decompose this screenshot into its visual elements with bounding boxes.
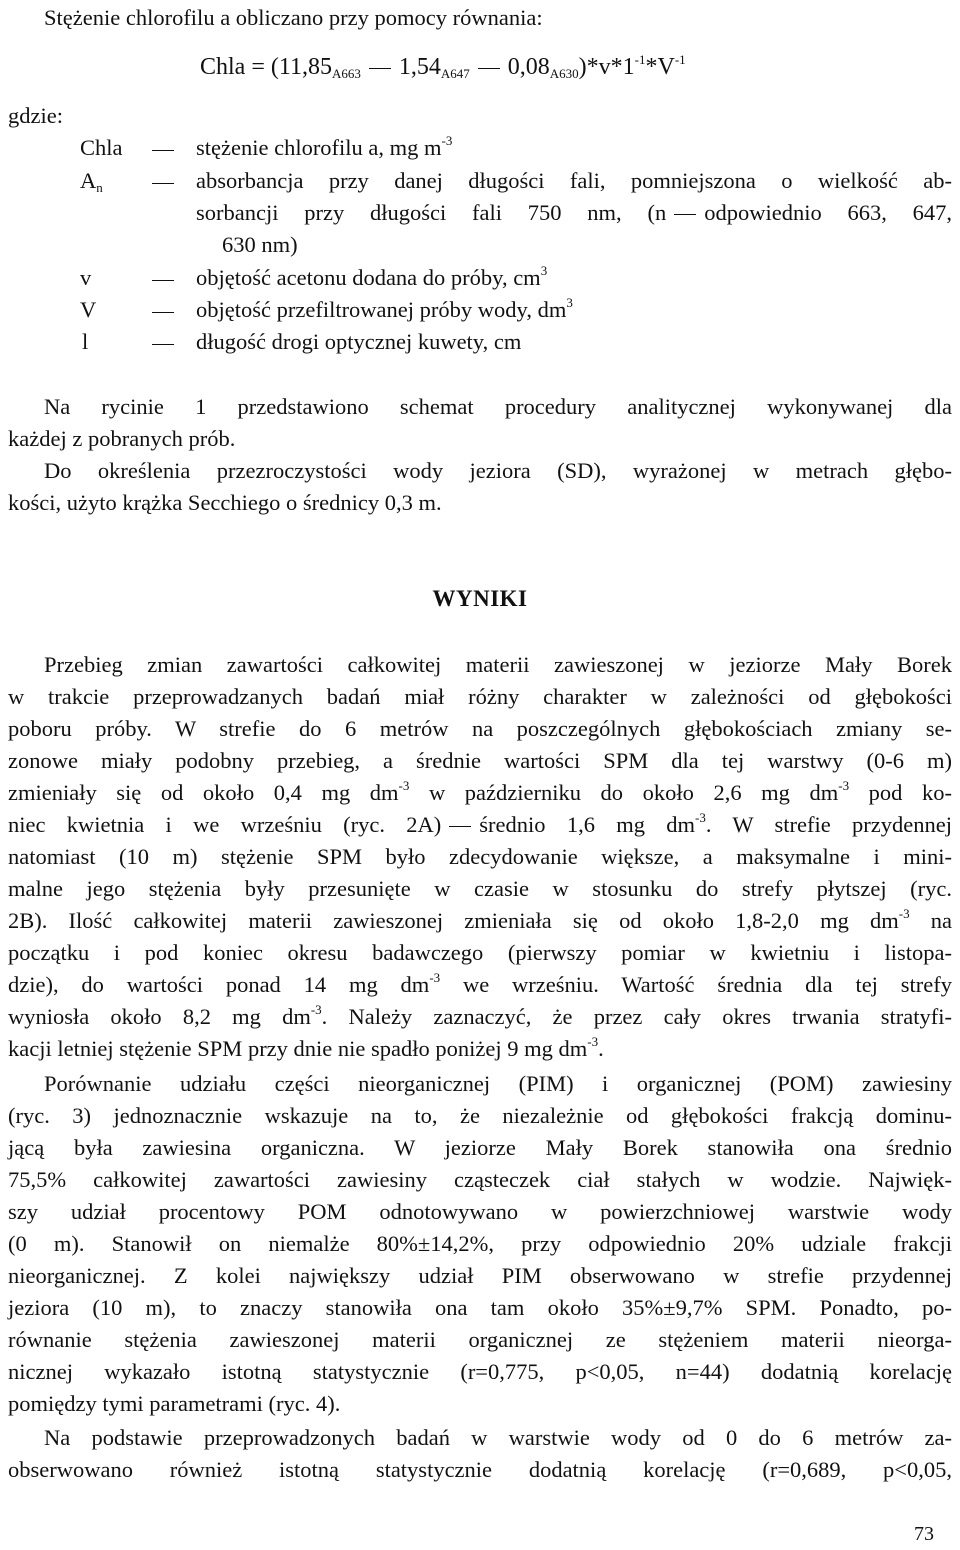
paragraph-line: dzie), do wartości ponad 14 mg $dm^{-3}$ we wrześniu. Wartość średnia dla tej strefy <box>8 970 952 997</box>
definition-dash <box>674 214 696 215</box>
definition-dash <box>152 183 174 184</box>
paragraph-line: 2B). Ilość całkowitej materii zawieszonej zmieniała się od około 1,8-2,0 mg $dm^{-3}$ na <box>8 906 952 933</box>
definition-an-line3: 630 nm) <box>222 232 298 257</box>
text-dash <box>449 826 471 827</box>
where-label: gdzie: <box>8 103 63 128</box>
chlorophyll-equation: Chla = ($11,85_{A663}$ $1,54_{A647}$ $0,08_{A630})*v*1^{-1}*V^{-1}$ <box>200 52 686 81</box>
paragraph-line: malne jego stężenia były przesunięte w czasie w stosunku do strefy płytszej (ryc. <box>8 876 952 901</box>
paragraph-line: 75,5% całkowitej zawartości zawiesiny cząsteczek ciał stałych w wodzie. Najwięk- <box>8 1167 952 1192</box>
definition-l: długość drogi optycznej kuwety, cm <box>196 329 522 354</box>
paragraph-line: Przebieg zmian zawartości całkowitej materii zawieszonej w jeziorze Mały Borek <box>44 652 952 677</box>
paragraph-line: jącą była zawiesina organiczna. W jeziorze Mały Borek stanowiła ona średnio <box>8 1135 952 1160</box>
paragraph-line: każdej z pobranych prób. <box>8 426 236 451</box>
term-v-capital: V <box>80 297 97 322</box>
paragraph-line: Na rycinie 1 przedstawiono schemat procedury analitycznej wykonywanej dla <box>44 394 952 419</box>
paragraph-line: równanie stężenia zawieszonej materii organicznej ze stężeniem materii nieorga- <box>8 1327 952 1352</box>
definition-dash <box>152 280 174 281</box>
paragraph-line: wyniosła około 8,2 mg $dm^{-3}$. Należy zaznaczyć, że przez cały okres trwania stratyfi- <box>8 1002 952 1029</box>
term-chla: Chla <box>80 135 123 160</box>
term-l: l <box>82 329 89 354</box>
paragraph-line: nicznej wykazało istotną statystycznie (r=0,775, p<0,05, n=44) dodatnią korelację <box>8 1359 952 1384</box>
paragraph-line: niec kwietnia i we wrześniu (ryc. 2A) średnio 1,6 mg $dm^{-3}$. W strefie przydennej <box>8 810 952 837</box>
definition-an-line1: absorbancja przy danej długości fali, pomniejszona o wielkość ab- <box>196 168 952 193</box>
paragraph-line: kości, użyto krążka Secchiego o średnicy 0,3 m. <box>8 490 442 515</box>
minus-sign <box>369 68 391 69</box>
paragraph-line: (ryc. 3) jednoznacznie wskazuje na to, że niezależnie od głębokości frakcją dominu- <box>8 1103 952 1128</box>
definition-dash <box>152 344 174 345</box>
definition-v-small: objętość acetonu dodana do próby, $cm^3$ <box>196 263 548 290</box>
intro-text: Stężenie chlorofilu a obliczano przy pomocy równania: <box>44 5 543 30</box>
term-v-small: v <box>80 265 92 290</box>
paragraph-line: szy udział procentowy POM odnotowywano w powierzchniowej warstwie wody <box>8 1199 952 1224</box>
definition-an-line2: sorbancji przy długości fali 750 nm, (n odpowiednio 663, 647, <box>196 200 952 225</box>
paragraph-line: Do określenia przezroczystości wody jeziora (SD), wyrażonej w metrach głębo- <box>44 458 952 483</box>
term-an: $A_n$ <box>80 168 103 195</box>
paragraph-line: nieorganicznej. Z kolei największy udział PIM obserwowano w strefie przydennej <box>8 1263 952 1288</box>
paragraph-line: zonowe miały podobny przebieg, a średnie wartości SPM dla tej warstwy (0-6 m) <box>8 748 952 773</box>
section-heading: WYNIKI <box>432 586 528 611</box>
page-number: 73 <box>914 1523 934 1545</box>
paragraph-line: początku i pod koniec okresu badawczego (pierwszy pomiar w kwietniu i listopa- <box>8 940 952 965</box>
paragraph-line: Na podstawie przeprowadzonych badań w warstwie wody od 0 do 6 metrów za- <box>44 1425 952 1450</box>
minus-sign <box>478 68 500 69</box>
definition-dash <box>152 150 174 151</box>
paragraph-line: Porównanie udziału części nieorganicznej (PIM) i organicznej (POM) zawiesiny <box>44 1071 952 1096</box>
paragraph-line: poboru próby. W strefie do 6 metrów na poszczególnych głębokościach zmiany se- <box>8 716 952 741</box>
paragraph-line: zmieniały się od około 0,4 mg $dm^{-3}$ w październiku do około 2,6 mg $dm^{-3}$ pod ko- <box>8 778 952 805</box>
definition-chla: stężenie chlorofilu a, mg $m^{-3}$ <box>196 133 453 160</box>
paragraph-line: obserwowano również istotną statystycznie dodatnią korelację (r=0,689, p<0,05, <box>8 1457 952 1482</box>
paragraph-line: natomiast (10 m) stężenie SPM było zdecydowanie większe, a maksymalne i mini- <box>8 844 952 869</box>
paragraph-line: (0 m). Stanowił on niemalże 80%±14,2%, przy odpowiednio 20% udziale frakcji <box>8 1231 952 1256</box>
paragraph-line: pomiędzy tymi parametrami (ryc. 4). <box>8 1391 341 1416</box>
definition-dash <box>152 312 174 313</box>
paragraph-line: kacji letniej stężenie SPM przy dnie nie spadło poniżej 9 mg $dm^{-3}$. <box>8 1034 604 1061</box>
paragraph-line: jeziora (10 m), to znaczy stanowiła ona tam około 35%±9,7% SPM. Ponadto, po- <box>8 1295 952 1320</box>
paragraph-line: w trakcie przeprowadzanych badań miał różny charakter w zależności od głębokości <box>8 684 952 709</box>
definition-v-capital: objętość przefiltrowanej próby wody, $dm^3$ <box>196 295 573 322</box>
